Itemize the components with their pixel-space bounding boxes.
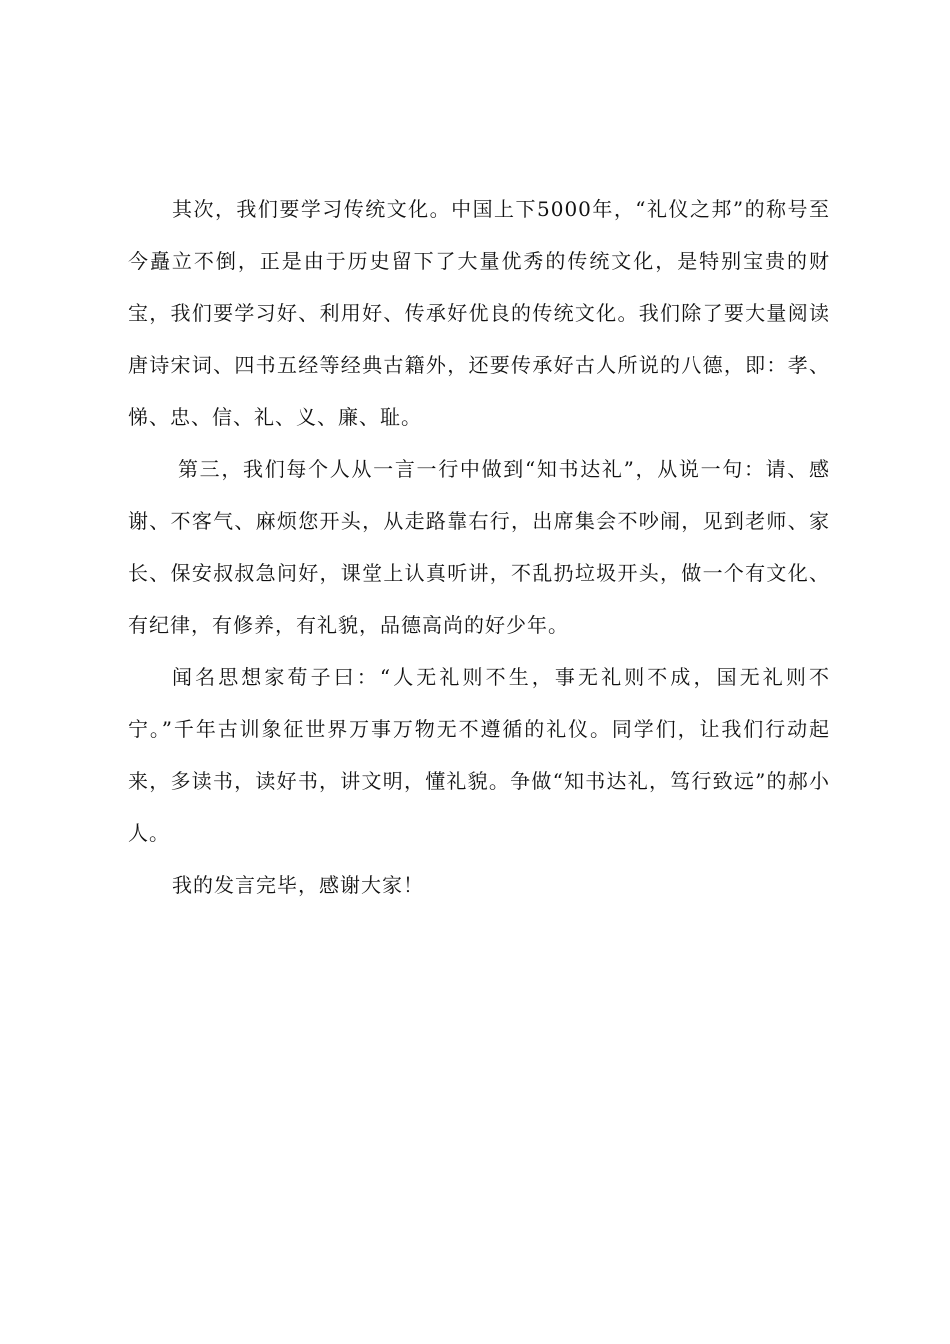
paragraph-closing: 我的发言完毕，感谢大家！ — [172, 873, 424, 897]
document-body — [128, 183, 830, 911]
paragraph-xunzi-quote: 闻名思想家荀子曰：“人无礼则不生，事无礼则不成，国无礼则不宁。”千年古训象征世界万事万物无不遵循的礼仪。同学们，让我们行动起来，多读书，读好书，讲文明，懂礼貌。争做“知书达礼，笃行致远”的郝小人。 — [128, 665, 830, 845]
paragraph-traditional-culture: 其次，我们要学习传统文化。中国上下5000年，“礼仪之邦”的称号至今矗立不倒，正是由于历史留下了大量优秀的传统文化，是特别宝贵的财宝，我们要学习好、利用好、传承好优良的传统文化。我们除了要大量阅读唐诗宋词、四书五经等经典古籍外，还要传承好古人所说的八德，即：孝、悌、忠、信、礼、义、廉、耻。 — [128, 197, 830, 429]
paragraph-etiquette-practice: 第三，我们每个人从一言一行中做到“知书达礼”，从说一句：请、感谢、不客气、麻烦您开头，从走路靠右行，出席集会不吵闹，见到老师、家长、保安叔叔急问好，课堂上认真听讲，不乱扔垃圾开头，做一个有文化、有纪律，有修养，有礼貌，品德高尚的好少年。 — [128, 457, 830, 637]
